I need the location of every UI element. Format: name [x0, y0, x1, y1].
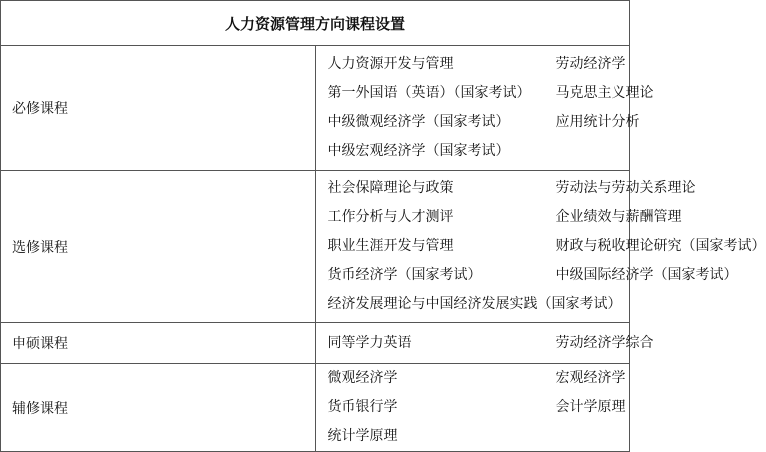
category-label: 辅修课程 — [1, 364, 316, 452]
course-item: 劳动经济学 — [555, 56, 626, 72]
course-item: 中级宏观经济学（国家考试） — [327, 143, 510, 159]
course-item: 劳动法与劳动关系理论 — [555, 180, 696, 196]
course-item: 经济发展理论与中国经济发展实践（国家考试） — [327, 296, 622, 312]
title-row — [1, 1, 630, 46]
course-item: 工作分析与人才测评 — [327, 209, 454, 225]
course-item: 微观经济学 — [327, 370, 398, 386]
course-item: 劳动经济学综合 — [555, 334, 654, 351]
course-item: 宏观经济学 — [555, 370, 626, 386]
course-item: 货币经济学（国家考试） — [327, 267, 482, 283]
course-item: 应用统计分析 — [555, 114, 640, 130]
section-row-elective — [1, 171, 630, 323]
course-item: 马克思主义理论 — [555, 85, 654, 101]
section-row-application — [1, 323, 630, 364]
course-list — [315, 171, 766, 323]
course-item: 企业绩效与薪酬管理 — [555, 209, 682, 225]
course-item: 职业生涯开发与管理 — [327, 238, 454, 254]
course-item: 中级微观经济学（国家考试） — [327, 114, 510, 130]
course-list — [315, 46, 654, 171]
category-label: 必修课程 — [1, 46, 316, 171]
section-row-auxiliary — [1, 364, 630, 452]
table-title: 人力资源管理方向课程设置 — [1, 1, 630, 46]
course-item: 社会保障理论与政策 — [327, 180, 454, 196]
course-item: 货币银行学 — [327, 399, 398, 415]
course-list — [315, 364, 630, 452]
course-item: 第一外国语（英语）（国家考试） — [327, 85, 531, 101]
course-item: 统计学原理 — [327, 428, 398, 444]
course-item: 会计学原理 — [555, 399, 626, 415]
course-item: 中级国际经济学（国家考试） — [555, 267, 738, 283]
category-label: 申硕课程 — [1, 323, 316, 364]
course-item: 财政与税收理论研究（国家考试） — [555, 238, 766, 254]
course-list — [315, 323, 654, 364]
course-item: 人力资源开发与管理 — [327, 56, 454, 72]
category-label: 选修课程 — [1, 171, 316, 323]
section-row-required — [1, 46, 630, 171]
course-item: 同等学力英语 — [327, 334, 412, 351]
